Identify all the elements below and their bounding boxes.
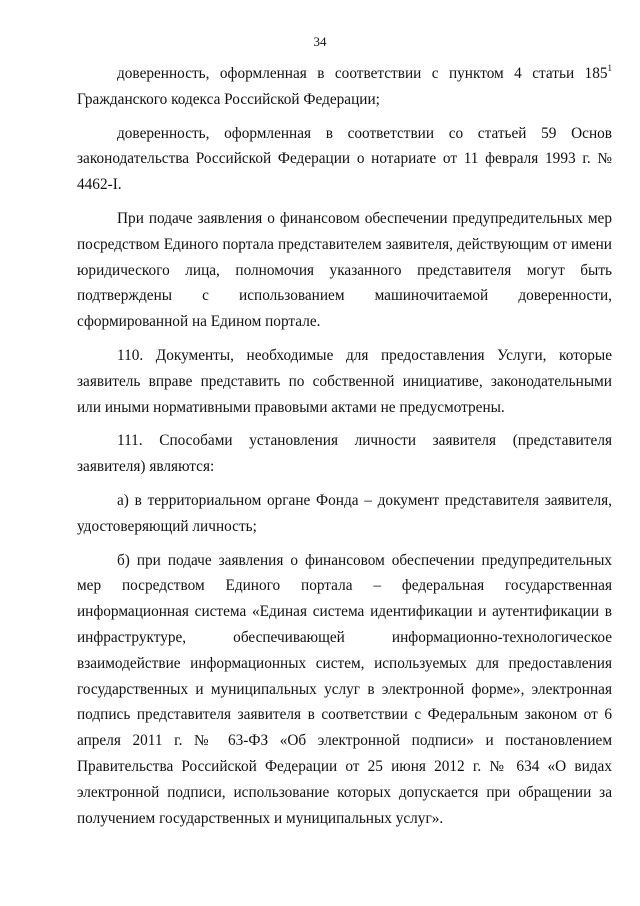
paragraph-item-110: 110. Документы, необходимые для предоставления Услуги, которые заявитель вправе представить по собственной инициативе, законодательными или иными нормативными правовыми актами не предусмотрены. [77, 346, 612, 416]
paragraph-item-a: а) в территориальном органе Фонда – документ представителя заявителя, удостоверяющий личность; [77, 491, 612, 535]
paragraph-item-111: 111. Способами установления личности заявителя (представителя заявителя) являются: [77, 432, 612, 476]
paragraph-text-continued: Гражданского кодекса Российской Федерации; [77, 90, 380, 108]
page-number: 34 [313, 34, 327, 49]
document-body [77, 61, 612, 831]
paragraph-machine-readable-power: При подаче заявления о финансовом обеспечении предупредительных мер посредством Единого портала представителем заявителя, действующим от имени юридического лица, полномочия указанного представителя могут быть подтверждены с использованием машиночитаемой доверенности, сформированной на Едином портале. [77, 209, 612, 331]
article-superscript: 1 [607, 63, 612, 73]
paragraph-power-of-attorney-notary: доверенность, оформленная в соответствии со статьей 59 Основ законодательства Российской Федерации о нотариате от 11 февраля 1993 г. № 4462-I. [77, 124, 612, 194]
paragraph-item-b: б) при подаче заявления о финансовом обеспечении предупредительных мер посредством Единого портала – федеральная государственная информационная система «Единая система идентификации и аутентификации в инфраструктуре, обеспечивающей информационно-технологическое взаимодействие информационных систем, используемых для предоставления государственных и муниципальных услуг в электронной форме», электронная подпись представителя заявителя в соответствии с Федеральным законом от 6 апреля 2011 г. № 63-ФЗ «Об электронной подписи» и постановлением Правительства Российской Федерации от 25 июня 2012 г. № 634 «О видах электронной подписи, использование которых допускается при обращении за получением государственных и муниципальных услуг». [77, 551, 612, 827]
paragraph-text: доверенность, оформленная в соответствии с пунктом 4 статьи 185 [117, 65, 608, 82]
paragraph-power-of-attorney-civil-code [77, 61, 612, 113]
